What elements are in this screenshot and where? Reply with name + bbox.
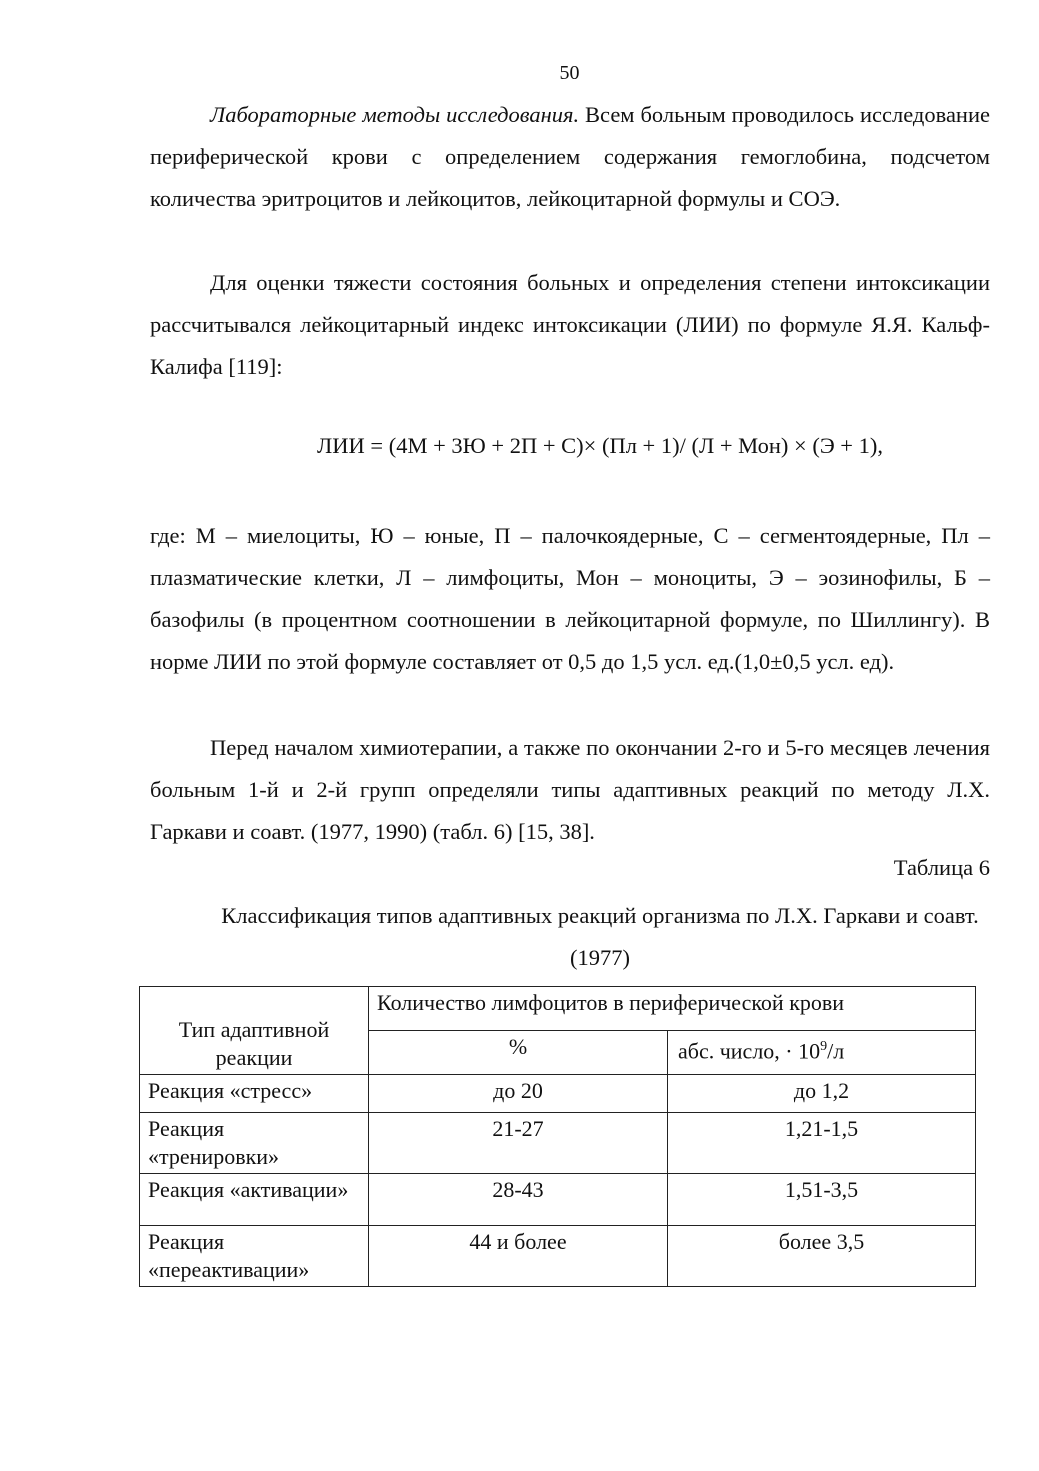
paragraph-lead-italic: Лабораторные методы исследования.	[210, 102, 580, 127]
table-label: Таблица 6	[893, 855, 990, 880]
cell-type: Реакция «переактивации»	[140, 1226, 369, 1287]
table-row	[140, 1226, 976, 1287]
table-row	[140, 1174, 976, 1226]
page-number: 50	[559, 62, 580, 84]
cell-type: Реакция «активации»	[140, 1174, 369, 1226]
table-row	[140, 1113, 976, 1174]
cell-abs: до 1,2	[668, 1075, 976, 1113]
cell-type: Реакция «стресс»	[140, 1075, 369, 1113]
table-title: Классификация типов адаптивных реакций организма по Л.Х. Гаркави и соавт. (1977)	[221, 903, 979, 970]
header-group: Количество лимфоцитов в периферической крови	[369, 987, 976, 1031]
cell-abs: 1,21-1,5	[668, 1113, 976, 1174]
paragraph-garkavi: Перед началом химиотерапии, а также по окончании 2-го и 5-го месяцев лечения больным 1-й и 2-й групп определяли типы адаптивных реакций по методу Л.Х. Гаркави и соавт. (1977, 1990) (табл. 6) [15, 38].	[150, 735, 990, 844]
cell-percent: 28-43	[369, 1174, 668, 1226]
paragraph-lab-methods	[150, 94, 990, 220]
table-header-row	[140, 987, 976, 1031]
formula: ЛИИ = (4М + 3Ю + 2П + С)× (Пл + 1)/ (Л + Мон) × (Э + 1),	[317, 433, 883, 458]
cell-abs: 1,51-3,5	[668, 1174, 976, 1226]
cell-percent: до 20	[369, 1075, 668, 1113]
paragraph-lii-intro: Для оценки тяжести состояния больных и определения степени интоксикации рассчитывался лейкоцитарный индекс интоксикации (ЛИИ) по формуле Я.Я. Кальф-Калифа [119]:	[150, 270, 990, 379]
header-percent: %	[369, 1031, 668, 1075]
header-abs: абс. число, · $10^9/л$	[668, 1031, 976, 1075]
header-type: Тип адаптивной реакции	[140, 987, 369, 1075]
adaptive-reactions-table	[139, 986, 976, 1287]
paragraph-legend: где: М – миелоциты, Ю – юные, П – палочкоядерные, С – сегментоядерные, Пл – плазматические клетки, Л – лимфоциты, Мон – моноциты, Э – эозинофилы, Б – базофилы (в процентном соотношении в лейкоцитарной формуле, по Шиллингу). В норме ЛИИ по этой формуле составляет от 0,5 до 1,5 усл. ед.(1,0±0,5 усл. ед).	[150, 523, 990, 674]
cell-percent: 44 и более	[369, 1226, 668, 1287]
table-row	[140, 1075, 976, 1113]
cell-percent: 21-27	[369, 1113, 668, 1174]
cell-abs: более 3,5	[668, 1226, 976, 1287]
paragraph-text: Всем больным проводилось исследование периферической крови с определением содержания гемоглобина, подсчетом количества эритроцитов и лейкоцитов, лейкоцитарной формулы и СОЭ.	[150, 102, 990, 211]
cell-type: Реакция «тренировки»	[140, 1113, 369, 1174]
